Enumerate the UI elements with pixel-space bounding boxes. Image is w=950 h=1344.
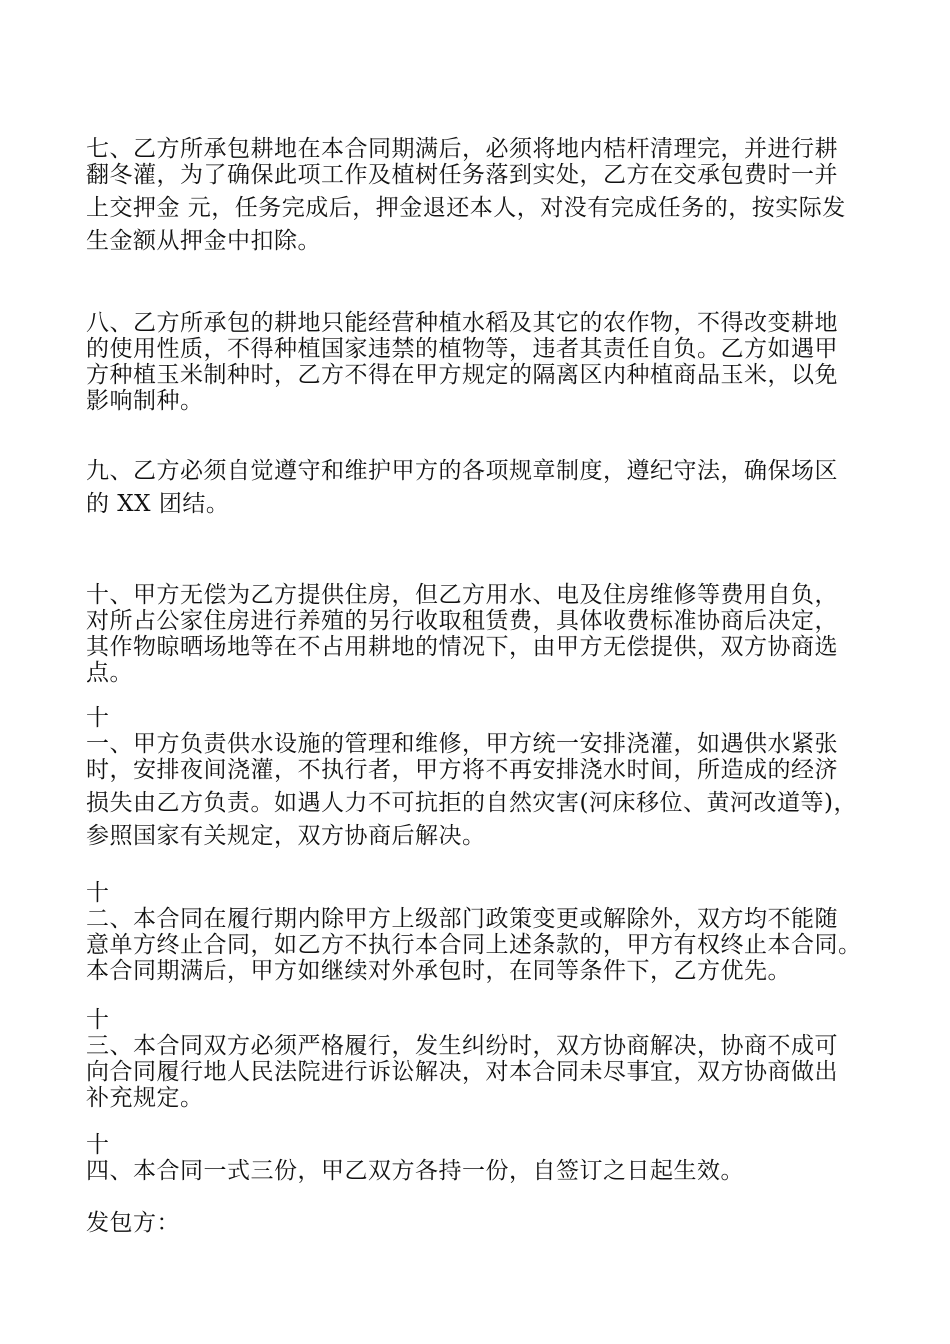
clause-12-line: 意单方终止合同，如乙方不执行本合同上述条款的，甲方有权终止本合同。 — [86, 932, 862, 958]
clause-11-line: 损失由乙方负责。如遇人力不可抗拒的自然灾害(河床移位、黄河改道等)， — [86, 790, 857, 816]
clause-8-line: 方种植玉米制种时，乙方不得在甲方规定的隔离区内种植商品玉米，以免 — [86, 362, 838, 388]
clause-11-line: 时，安排夜间浇灌，不执行者，甲方将不再安排浇水时间，所造成的经济 — [86, 757, 838, 783]
clause-12-line: 二、本合同在履行期内除甲方上级部门政策变更或解除外，双方均不能随 — [86, 906, 838, 932]
clause-10-line: 十、甲方无偿为乙方提供住房，但乙方用水、电及住房维修等费用自负， — [86, 582, 838, 608]
clause-8-line: 八、乙方所承包的耕地只能经营种植水稻及其它的农作物，不得改变耕地 — [86, 310, 838, 336]
clause-14 — [86, 1132, 896, 1184]
clause-12 — [86, 880, 896, 984]
clause-9-line: 九、乙方必须自觉遵守和维护甲方的各项规章制度，遵纪守法，确保场区 — [86, 458, 838, 484]
clause-9 — [86, 458, 896, 524]
clause-13-line: 十 — [86, 1007, 110, 1033]
clause-7-line: 上交押金 元，任务完成后，押金退还本人，对没有完成任务的，按实际发 — [86, 195, 846, 221]
clause-8-line: 的使用性质，不得种植国家违禁的植物等，违者其责任自负。乙方如遇甲 — [86, 336, 838, 362]
clause-12-line: 十 — [86, 880, 110, 906]
clause-14-line: 四、本合同一式三份，甲乙双方各持一份，自签订之日起生效。 — [86, 1158, 744, 1184]
clause-14-line: 十 — [86, 1132, 110, 1158]
clause-8 — [86, 310, 896, 414]
clause-10-line: 其作物晾晒场地等在不占用耕地的情况下，由甲方无偿提供，双方协商选 — [86, 634, 838, 660]
clause-8-line: 影响制种。 — [86, 388, 204, 414]
clause-13-line: 补充规定。 — [86, 1085, 204, 1111]
clause-13-line: 向合同履行地人民法院进行诉讼解决，对本合同未尽事宜，双方协商做出 — [86, 1059, 838, 1085]
clause-11-line: 一、甲方负责供水设施的管理和维修，甲方统一安排浇灌，如遇供水紧张 — [86, 731, 838, 757]
clause-7 — [86, 136, 896, 254]
clause-11-line: 参照国家有关规定，双方协商后解决。 — [86, 823, 486, 849]
clause-7-line: 七、乙方所承包耕地在本合同期满后，必须将地内桔杆清理完，并进行耕 — [86, 136, 838, 162]
clause-7-line: 生金额从押金中扣除。 — [86, 228, 321, 254]
clause-13-line: 三、本合同双方必须严格履行，发生纠纷时，双方协商解决，协商不成可 — [86, 1033, 838, 1059]
clause-10-line: 对所占公家住房进行养殖的另行收取租赁费，具体收费标准协商后决定， — [86, 608, 838, 634]
clause-7-line: 翻冬灌，为了确保此项工作及植树任务落到实处，乙方在交承包费时一并 — [86, 162, 838, 188]
clause-11-line: 十 — [86, 705, 110, 731]
clause-11 — [86, 705, 896, 849]
clause-13 — [86, 1007, 896, 1111]
clause-10 — [86, 582, 896, 686]
clause-12-line: 本合同期满后，甲方如继续对外承包时，在同等条件下，乙方优先。 — [86, 958, 791, 984]
issuer-label: 发包方： — [86, 1210, 180, 1236]
signature-issuer — [86, 1210, 896, 1236]
clause-9-line: 的 XX 团结。 — [86, 491, 230, 517]
clause-10-line: 点。 — [86, 660, 133, 686]
